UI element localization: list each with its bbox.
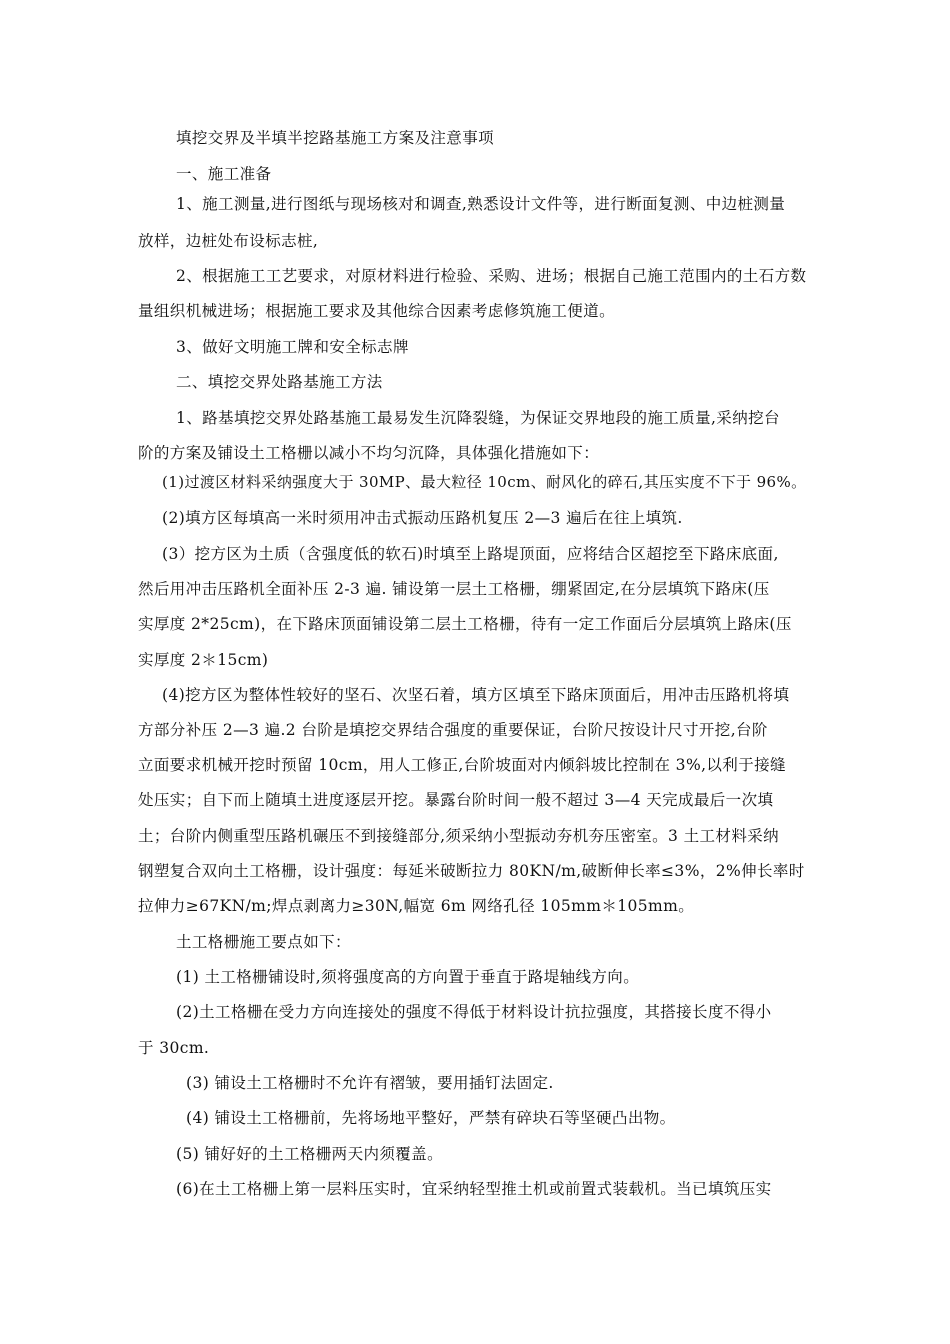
- list-item: (1) 土工格栅铺设时,须将强度高的方向置于垂直于路堤轴线方向。: [176, 968, 640, 986]
- list-item: (4)挖方区为整体性较好的坚石、次坚石着，填方区填至下路床顶面后，用冲击压路机将填: [162, 686, 790, 704]
- list-item: (3）挖方区为土质（含强度低的软石)时填至上路堤顶面，应将结合区超挖至下路床底面,: [162, 545, 779, 563]
- list-item: (6)在土工格栅上第一层料压实时，宜采纳轻型推土机或前置式装载机。当已填筑压实: [176, 1180, 772, 1198]
- list-item: (5) 铺好好的土工格栅两天内须覆盖。: [176, 1145, 443, 1163]
- paragraph-line: 处压实；自下而上随填土进度逐层开挖。暴露台阶时间一般不超过 3—4 天完成最后一次填: [138, 791, 774, 809]
- list-item: (2)土工格栅在受力方向连接处的强度不得低于材料设计抗拉强度，其搭接长度不得小: [176, 1003, 772, 1021]
- paragraph-line: 实厚度 2*25cm)，在下路床顶面铺设第二层土工格栅，待有一定工作面后分层填筑上路床(压: [138, 615, 792, 633]
- paragraph-line: 2、根据施工工艺要求，对原材料进行检验、采购、进场；根据自己施工范围内的土石方数: [176, 267, 807, 285]
- paragraph-line: 放样，边桩处布设标志桩,: [138, 232, 319, 250]
- list-item: (2)填方区每填高一米时须用冲击式振动压路机复压 2—3 遍后在往上填筑.: [162, 509, 683, 527]
- list-item: (4) 铺设土工格栅前，先将场地平整好，严禁有碎块石等坚硬凸出物。: [186, 1109, 676, 1127]
- paragraph-line: 3、做好文明施工牌和安全标志牌: [176, 338, 409, 356]
- paragraph-line: 于 30cm.: [138, 1039, 210, 1057]
- list-item: (1)过渡区材料采纳强度大于 30MP、最大粒径 10cm、耐风化的碎石,其压实度不下于 96%。: [162, 473, 807, 491]
- list-item: (3) 铺设土工格栅时不允许有褶皱，要用插钉法固定.: [186, 1074, 554, 1092]
- paragraph-line: 然后用冲击压路机全面补压 2-3 遍. 铺设第一层土工格栅，绷紧固定,在分层填筑下路床(压: [138, 580, 770, 598]
- paragraph-line: 钢塑复合双向土工格栅，设计强度：每延米破断拉力 80KN/m,破断伸长率≤3%，2%伸长率时: [138, 862, 805, 880]
- doc-title: 填挖交界及半填半挖路基施工方案及注意事项: [176, 129, 495, 147]
- paragraph-line: 方部分补压 2—3 遍.2 台阶是填挖交界结合强度的重要保证，台阶尺按设计尺寸开挖,台阶: [138, 721, 768, 739]
- section-heading: 一、施工准备: [176, 165, 272, 183]
- paragraph-line: 1、施工测量,进行图纸与现场核对和调查,熟悉设计文件等，进行断面复测、中边桩测量: [176, 195, 786, 213]
- paragraph-line: 阶的方案及铺设土工格栅以减小不均匀沉降，具体强化措施如下：: [138, 444, 600, 462]
- paragraph-line: 土；台阶内侧重型压路机碾压不到接缝部分,须采纳小型振动夯机夯压密室。3 土工材料采纳: [138, 827, 780, 845]
- section-heading: 二、填挖交界处路基施工方法: [176, 373, 383, 391]
- paragraph-line: 量组织机械进场；根据施工要求及其他综合因素考虑修筑施工便道。: [138, 302, 616, 320]
- paragraph-line: 立面要求机械开挖时预留 10cm，用人工修正,台阶坡面对内倾斜坡比控制在 3%,以利于接缝: [138, 756, 786, 774]
- subheading: 土工格栅施工要点如下：: [176, 933, 351, 951]
- paragraph-line: 1、路基填挖交界处路基施工最易发生沉降裂缝，为保证交界地段的施工质量,采纳挖台: [176, 409, 780, 427]
- paragraph-line: 拉伸力≥67KN/m;焊点剥离力≥30N,幅宽 6m 网络孔径 105mm＊105mm。: [138, 897, 695, 915]
- paragraph-line: 实厚度 2＊15cm): [138, 651, 269, 669]
